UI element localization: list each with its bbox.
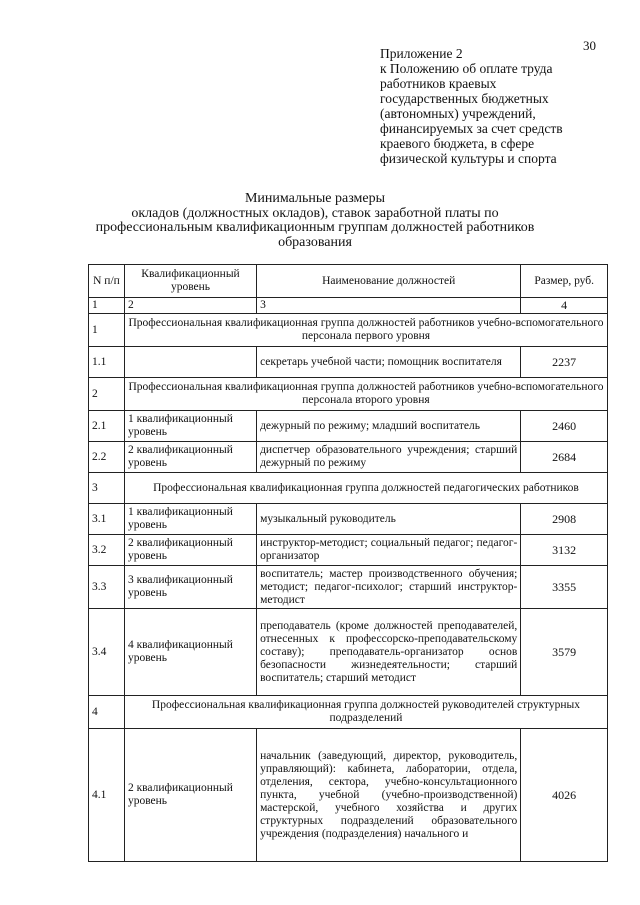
row-level: 2 квалификационный уровень	[124, 442, 256, 473]
row-number: 1.1	[89, 347, 125, 378]
group-row	[89, 696, 608, 729]
header-positions: Наименование должностей	[257, 265, 521, 298]
row-level: 2 квалификационный уровень	[124, 729, 256, 862]
row-level: 1 квалификационный уровень	[124, 411, 256, 442]
group-row	[89, 378, 608, 411]
row-number: 2.1	[89, 411, 125, 442]
appendix-line: финансируемых за счет средств	[380, 121, 563, 136]
row-salary: 2908	[521, 504, 608, 535]
document-title	[90, 192, 540, 250]
row-positions: воспитатель; мастер производственного обучения; методист; педагог-психолог; старший инструктор-методист	[257, 566, 521, 609]
row-positions: начальник (заведующий, директор, руководитель, управляющий): кабинета, лаборатории, отдела, отделения, сектора, учебно-консультационного пункта, учебной (учебно-производственной) мастерской, учебного хозяйства и других структурных подразделений образовательного учреждения (подразделения) начального и	[257, 729, 521, 862]
group-name: Профессиональная квалификационная группа должностей руководителей структурных подразделений	[124, 696, 607, 729]
column-number: 4	[521, 298, 608, 314]
appendix-line: физической культуры и спорта	[380, 151, 557, 166]
column-number: 3	[257, 298, 521, 314]
appendix-note	[380, 46, 610, 166]
row-level	[124, 347, 256, 378]
row-positions: диспетчер образовательного учреждения; старший дежурный по режиму	[257, 442, 521, 473]
row-salary: 2684	[521, 442, 608, 473]
row-number: 4.1	[89, 729, 125, 862]
group-row	[89, 314, 608, 347]
title-line: Минимальные размеры	[244, 191, 386, 206]
row-positions: дежурный по режиму; младший воспитатель	[257, 411, 521, 442]
group-name: Профессиональная квалификационная группа должностей работников учебно-вспомогательного персонала второго уровня	[124, 378, 607, 411]
header-num: N п/п	[89, 265, 125, 298]
row-salary: 4026	[521, 729, 608, 862]
title-line: окладов (должностных окладов), ставок заработной платы по	[131, 205, 499, 221]
appendix-line: Приложение 2	[380, 46, 463, 61]
appendix-line: краевого бюджета, в сфере	[380, 136, 535, 151]
group-number: 2	[89, 378, 125, 411]
row-level: 2 квалификационный уровень	[124, 535, 256, 566]
row-number: 2.2	[89, 442, 125, 473]
row-level: 1 квалификационный уровень	[124, 504, 256, 535]
title-line: профессиональным квалификационным группам должностей работников	[95, 220, 535, 235]
row-salary: 3355	[521, 566, 608, 609]
row-positions: инструктор-методист; социальный педагог; педагог-организатор	[257, 535, 521, 566]
row-salary: 3579	[521, 609, 608, 696]
group-row	[89, 473, 608, 504]
row-number: 3.3	[89, 566, 125, 609]
group-number: 4	[89, 696, 125, 729]
row-number: 3.4	[89, 609, 125, 696]
group-name: Профессиональная квалификационная группа должностей педагогических работников	[124, 473, 607, 504]
title-line: образования	[278, 234, 352, 250]
row-positions: музыкальный руководитель	[257, 504, 521, 535]
table-row	[89, 504, 608, 535]
column-numbers-row	[89, 298, 608, 314]
appendix-line: работников краевых	[380, 76, 497, 91]
page-number: 30	[583, 38, 596, 53]
appendix-line: государственных бюджетных	[380, 91, 549, 106]
table-header-row	[89, 265, 608, 298]
salary-table	[88, 264, 608, 862]
appendix-line: к Положению об оплате труда	[380, 61, 553, 76]
row-level: 3 квалификационный уровень	[124, 566, 256, 609]
row-level: 4 квалификационный уровень	[124, 609, 256, 696]
group-name: Профессиональная квалификационная группа должностей работников учебно-вспомогательного персонала первого уровня	[124, 314, 607, 347]
appendix-line: (автономных) учреждений,	[380, 106, 536, 121]
column-number: 1	[89, 298, 125, 314]
table-row	[89, 729, 608, 862]
column-number: 2	[124, 298, 256, 314]
table-row	[89, 411, 608, 442]
group-number: 3	[89, 473, 125, 504]
table-row	[89, 442, 608, 473]
table-row	[89, 609, 608, 696]
table-row	[89, 566, 608, 609]
row-salary: 2460	[521, 411, 608, 442]
row-number: 3.2	[89, 535, 125, 566]
table-row	[89, 535, 608, 566]
row-positions: секретарь учебной части; помощник воспитателя	[257, 347, 521, 378]
row-positions: преподаватель (кроме должностей преподавателей, отнесенных к профессорско-преподавательскому составу); преподаватель-организатор основ безопасности жизнедеятельности; старший воспитатель; старший методист	[257, 609, 521, 696]
header-level: Квалификационный уровень	[124, 265, 256, 298]
group-number: 1	[89, 314, 125, 347]
row-salary: 2237	[521, 347, 608, 378]
header-salary: Размер, руб.	[521, 265, 608, 298]
row-salary: 3132	[521, 535, 608, 566]
row-number: 3.1	[89, 504, 125, 535]
table-row	[89, 347, 608, 378]
